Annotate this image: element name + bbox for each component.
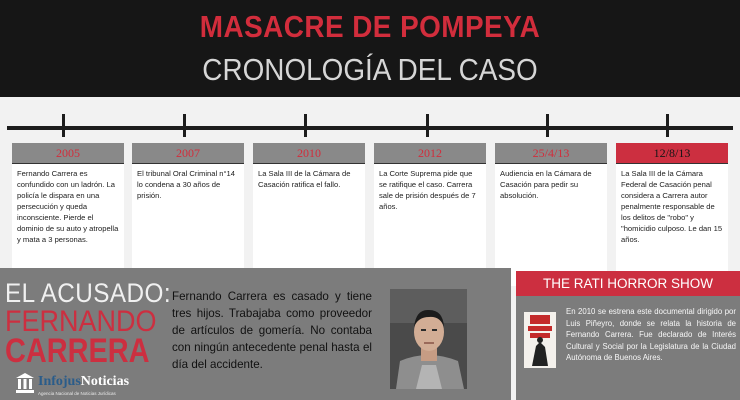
accused-bio: Fernando Carrera es casado y tiene tres hijos. Trabajaba como proveedor de artículos de gomería. No contaba con ningún antecedente penal hasta el día del accidente. (172, 290, 372, 371)
timeline-card-2012 (374, 143, 486, 286)
portrait-image (390, 289, 467, 389)
rati-description: En 2010 se estrena este documental dirigido por Luis Piñeyro, donde se relata la historia de Fernando Carrera. Fue declarado de Interés Cultural y Social por la Legislatura de la Ciudad Autónoma de Buenos Aires. (566, 307, 736, 362)
accused-label: EL ACUSADO: (5, 278, 172, 308)
timeline-date: 25/4/13 (495, 143, 607, 164)
timeline-card-12-8-13 (616, 143, 728, 286)
accused-photo (390, 289, 467, 389)
timeline-tick (183, 114, 186, 137)
logo-wordmark: InfojusNoticias (38, 374, 130, 389)
timeline-date: 2005 (12, 143, 124, 164)
timeline-card-25-4-13 (495, 143, 607, 286)
timeline-tick (426, 114, 429, 137)
timeline-tick (666, 114, 669, 137)
timeline-card-2005 (12, 143, 124, 286)
timeline-line (7, 126, 733, 130)
timeline-text: Fernando Carrera es confundido con un ladrón. La policía le dispara en una persecución y queda inconsciente. Pierde el dominio de su auto y atropella y mata a 3 personas. (12, 164, 124, 286)
timeline-tick (62, 114, 65, 137)
timeline-card-2010 (253, 143, 365, 286)
logo-tagline: Agencia Nacional de Noticias Jurídicas (38, 391, 116, 396)
accused-panel (0, 268, 511, 400)
accused-first-name: FERNANDO (5, 305, 157, 338)
timeline-text: El tribunal Oral Criminal n°14 lo condena a 30 años de prisión. (132, 164, 244, 286)
accused-last-name: CARRERA (5, 332, 150, 370)
timeline-tick (304, 114, 307, 137)
timeline-text: Audiencia en la Cámara de Casación para pedir su absolución. (495, 164, 607, 286)
timeline-card-2007 (132, 143, 244, 286)
poster-icon (524, 312, 556, 368)
page-title: MASACRE DE POMPEYA (199, 9, 541, 44)
timeline-text: La Sala III de la Cámara Federal de Casación penal considera a Carrera autor penalmente responsable de los delitos de "robo" y "homicidio culposo. Le dan 15 años. (616, 164, 728, 286)
timeline-tick (546, 114, 549, 137)
page-subtitle: CRONOLOGÍA DEL CASO (202, 52, 538, 87)
rati-panel (516, 271, 740, 400)
header-banner (0, 0, 740, 97)
timeline-date-highlighted: 12/8/13 (616, 143, 728, 164)
documentary-cover-image (524, 312, 556, 368)
timeline-date: 2012 (374, 143, 486, 164)
rati-title: THE RATI HORROR SHOW (516, 271, 740, 296)
timeline-date: 2010 (253, 143, 365, 164)
timeline (0, 97, 740, 267)
timeline-text: La Sala III de la Cámara de Casación ratifica el fallo. (253, 164, 365, 286)
timeline-date: 2007 (132, 143, 244, 164)
infojus-logo (16, 372, 166, 398)
columns-icon (16, 373, 34, 393)
timeline-text: La Corte Suprema pide que se ratifique el caso. Carrera sale de prisión después de 7 años. (374, 164, 486, 286)
